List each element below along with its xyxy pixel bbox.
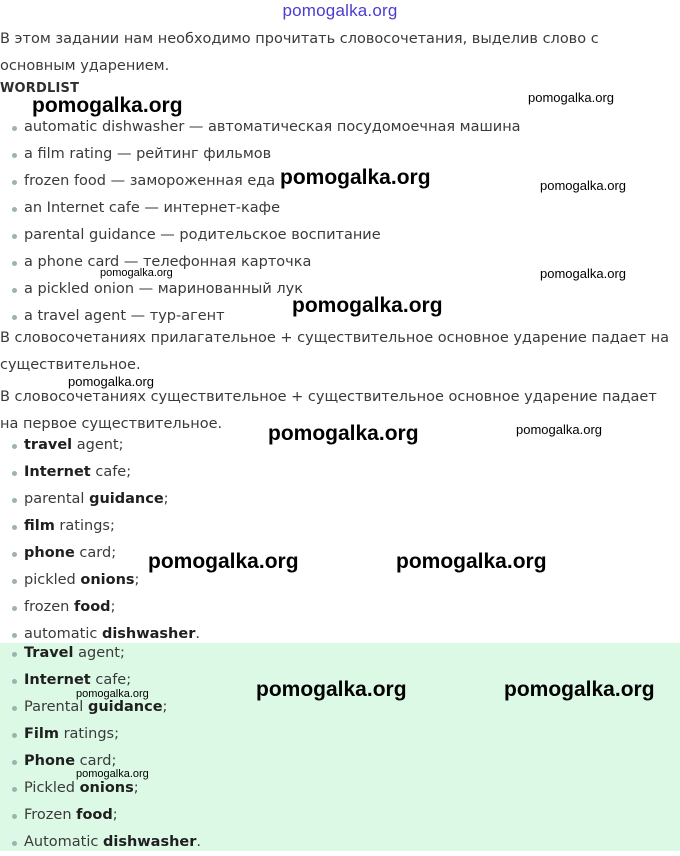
stressed-word: onions [79, 780, 134, 796]
plain-word: pickled [24, 572, 81, 588]
answers-list [0, 640, 201, 856]
plain-word: ; [162, 699, 168, 715]
plain-word: ; [112, 807, 118, 823]
list-item: parental guidance — родительское воспитание [0, 222, 521, 249]
watermark: pomogalka.org [256, 678, 407, 701]
plain-word: agent; [73, 645, 125, 661]
plain-word: ratings; [54, 518, 115, 534]
watermark: pomogalka.org [516, 422, 602, 437]
watermark: pomogalka.org [268, 422, 419, 445]
list-item: a travel agent — тур-агент [0, 303, 521, 330]
examples-list [0, 432, 200, 648]
intro-text: В этом задании нам необходимо прочитать словосочетания, выделив слово с основным ударением. [0, 31, 599, 74]
watermark: pomogalka.org [540, 178, 626, 193]
stressed-word: dishwasher [101, 626, 196, 642]
stressed-word: Film [24, 726, 59, 742]
watermark: pomogalka.org [396, 550, 547, 573]
plain-word: ; [134, 572, 140, 588]
list-item: automatic dishwasher — автоматическая посудомоечная машина [0, 114, 521, 141]
wordlist-heading: WORDLIST [0, 81, 80, 96]
stressed-word: film [24, 518, 55, 534]
stressed-word: Internet [24, 464, 91, 480]
watermark: pomogalka.org [32, 94, 183, 117]
plain-word: Frozen [24, 807, 77, 823]
watermark: pomogalka.org [76, 688, 149, 700]
stressed-word: guidance [89, 491, 164, 507]
stressed-word: Travel [24, 645, 74, 661]
list-item [0, 432, 200, 459]
list-item: an Internet cafe — интернет-кафе [0, 195, 521, 222]
plain-word: frozen [24, 599, 74, 615]
stressed-word: guidance [87, 699, 163, 715]
watermark: pomogalka.org [540, 266, 626, 281]
rule-noun-noun: В словосочетаниях существительное + существительное основное ударение падает на первое существительное. [0, 389, 657, 432]
stressed-word: food [73, 599, 111, 615]
plain-word: automatic [24, 626, 102, 642]
stressed-word: phone [24, 545, 75, 561]
plain-word: ; [133, 780, 139, 796]
plain-word: Automatic [24, 834, 103, 850]
stressed-word: dishwasher [102, 834, 197, 850]
list-item: frozen food — замороженная еда [0, 168, 521, 195]
list-item [0, 594, 200, 621]
plain-word: ; [163, 491, 169, 507]
plain-word: ratings; [58, 726, 119, 742]
list-item: a phone card — телефонная карточка [0, 249, 521, 276]
watermark: pomogalka.org [280, 166, 431, 189]
site-brand[interactable]: pomogalka.org [282, 1, 398, 20]
plain-word: . [195, 626, 200, 642]
stressed-word: Internet [24, 672, 91, 688]
plain-word: cafe; [90, 464, 132, 480]
plain-word: cafe; [90, 672, 132, 688]
list-item [0, 721, 201, 748]
watermark: pomogalka.org [76, 768, 149, 780]
watermark: pomogalka.org [68, 374, 154, 389]
plain-word: ; [110, 599, 116, 615]
plain-word: Parental [24, 699, 88, 715]
list-item [0, 829, 201, 856]
plain-word: Pickled [24, 780, 80, 796]
watermark: pomogalka.org [148, 550, 299, 573]
list-item [0, 513, 200, 540]
list-item [0, 640, 201, 667]
plain-word: parental [24, 491, 90, 507]
list-item [0, 459, 200, 486]
plain-word: card; [75, 753, 117, 769]
plain-word: . [196, 834, 202, 850]
watermark: pomogalka.org [504, 678, 655, 701]
stressed-word: onions [80, 572, 135, 588]
list-item: a film rating — рейтинг фильмов [0, 141, 521, 168]
watermark: pomogalka.org [528, 90, 614, 105]
list-item [0, 486, 200, 513]
list-item: a pickled onion — маринованный лук [0, 276, 521, 303]
plain-word: card; [74, 545, 117, 561]
stressed-word: Phone [24, 753, 76, 769]
rule-adjective-noun: В словосочетаниях прилагательное + существительное основное ударение падает на существительное. [0, 330, 670, 373]
stressed-word: food [76, 807, 113, 823]
watermark: pomogalka.org [292, 294, 443, 317]
plain-word: agent; [72, 437, 124, 453]
watermark: pomogalka.org [100, 267, 173, 279]
list-item [0, 802, 201, 829]
stressed-word: travel [24, 437, 73, 453]
